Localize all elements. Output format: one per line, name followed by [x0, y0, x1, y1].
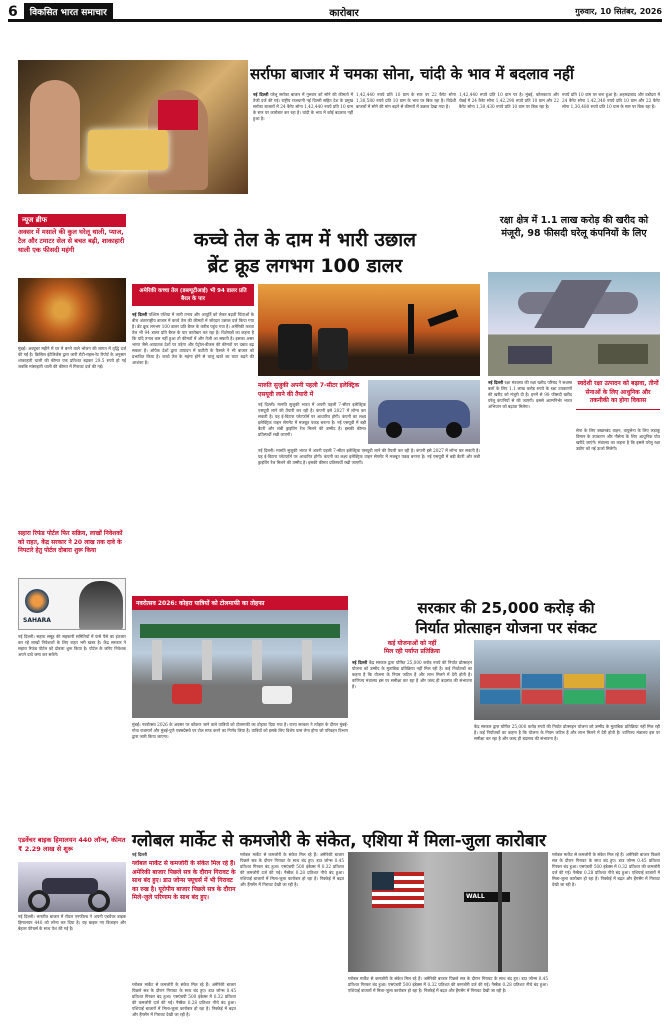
motorcycle-photo — [18, 862, 126, 912]
suv-photo — [368, 380, 480, 444]
sahara-photo — [18, 578, 126, 630]
maruti-caption: मारुति सुजुकी अपनी पहली 7-सीटर इलेक्ट्रिक एसयूवी लाने की तैयारी में — [258, 382, 360, 398]
global-lead: ग्लोबल मार्केट से कमजोरी के संकेत मिल रहे हैं। अमेरिकी बाजार पिछले सत्र के दौरान गिरावट के साथ बंद हुए। डाउ जोन्स फ्यूचर्स में भी गिरावट का रुख है। यूरोपीय बाजार पिछले सत्र के दौरान मिले-जुले परिणाम के साथ बंद हुए। — [132, 860, 236, 901]
toll-label: नवरोत्सव 2026: कोहरा यात्रियों को टोलमाफी का तोहफा — [132, 596, 348, 610]
export-body-right: केंद्र सरकार द्वारा घोषित 25,000 करोड़ रुपये की निर्यात प्रोत्साहन योजना को उम्मीद के मुताबिक प्रतिक्रिया नहीं मिल रही है। कई निर्यातकों का कहना है कि योजना के नियम जटिल हैं और लाभ मिलने में देरी होती है। वाणिज्य मंत्रालय इस पर समीक्षा कर रहा है और जल्द ही बदलाव की संभावना है। — [474, 724, 660, 741]
street-sign-text: WALL — [466, 893, 485, 900]
brief-body-3: नई दिल्ली। भारतीय बाजार में रॉयल एनफील्ड ने अपनी एडवेंचर बाइक हिमालयन 440 को लॉन्च कर दिया है। यह बाइक नए डिजाइन और बेहतर फीचर्स के साथ पेश की गई है। — [18, 914, 126, 931]
defence-byline: नई दिल्ली — [488, 380, 504, 385]
containers-photo — [474, 640, 660, 720]
defence-body-text: रक्षा मंत्रालय की रक्षा खरीद परिषद ने सशस्त्र बलों के लिए 1.1 लाख करोड़ रुपये के रक्षा उपकरणों की खरीद को मंजूरी दी है। इनमें से 98 फीसदी खरीद घरेलू कंपनियों से की जाएगी। इससे आत्मनिर्भर भारत अभियान को बढ़ावा मिलेगा। — [488, 380, 572, 409]
section-name: कारोबार — [329, 7, 359, 19]
brief-body-1: मुंबई। अक्टूबर महीने में घर में बनने वाले भोजन की लागत में वृद्धि दर्ज की गई है। क्रिसिल इंटेलिजेंस द्वारा जारी रोटी-राइस-रेट रिपोर्ट के अनुसार शाकाहारी थाली की कीमत एक प्रतिशत बढ़कर 29.5 रुपये हो गई जबकि मांसाहारी थाली की कीमत में गिरावट दर्ज की गई। — [18, 346, 126, 369]
issue-date: गुरुवार, 10 सितंबर, 2026 — [575, 7, 662, 16]
global-body-1: ग्लोबल मार्केट से कमजोरी के संकेत मिल रहे हैं। अमेरिकी बाजार पिछले सत्र के दौरान गिरावट के साथ बंद हुए। डाउ जोन्स 0.45 प्रतिशत गिरकर बंद हुआ। एसएंडपी 500 इंडेक्स में 0.32 प्रतिशत की कमजोरी दर्ज की गई। नैस्डैक 0.28 प्रतिशत नीचे बंद हुआ। एशियाई बाजारों में मिला-जुला कारोबार हो रहा है। निक्केई में बढ़त और हैंगसेंग में गिरावट देखी जा रही है। — [132, 982, 236, 1017]
export-body-text: केंद्र सरकार द्वारा घोषित 25,000 करोड़ रुपये की निर्यात प्रोत्साहन योजना को उम्मीद के मुताबिक प्रतिक्रिया नहीं मिल रही है। कई निर्यातकों का कहना है कि योजना के नियम जटिल हैं और लाभ मिलने में देरी होती है। वाणिज्य मंत्रालय इस पर समीक्षा कर रहा है और जल्द ही बदलाव की संभावना है। — [352, 660, 472, 689]
brief-headline-2: सहारा रिफंड पोर्टल फिर सक्रिय, लाखों निवेशकों को राहत, केंद्र सरकार ने 20 लाख तक दावे के निपटारे हेतु पोर्टल दोबारा शुरू किया — [18, 530, 123, 554]
maruti-body-wide: नई दिल्ली। मारुति सुजुकी भारत में अपनी पहली 7-सीटर इलेक्ट्रिक एसयूवी लाने की तैयारी कर रही है। कंपनी इसे 2027 में लॉन्च कर सकती है। यह ई-विटारा प्लेटफॉर्म पर आधारित होगी। कंपनी का लक्ष्य इलेक्ट्रिक वाहन सेगमेंट में मजबूत पकड़ बनाना है। नई एसयूवी में बड़ी बैटरी और लंबी ड्राइविंग रेंज मिलने की उम्मीद है। इसकी कीमत प्रतिस्पर्धी रखी जाएगी। — [258, 448, 480, 465]
brief-headline-1: अक्सर में मसाले की कुल घरेलू थाली, प्याज, टैल और टमाटर सेल से बचत बढ़ी, शाकाहारी थाली एक फीसदी महंगी — [18, 228, 125, 254]
export-byline: नई दिल्ली — [352, 660, 368, 665]
defence-body-2: सेना के लिए बख्तरबंद वाहन, वायुसेना के लिए लड़ाकू विमान के उपकरण और नौसेना के लिए आधुनिक पोत खरीदे जाएंगे। मंत्रालय का कहना है कि इससे घरेलू रक्षा उद्योग को नई ऊर्जा मिलेगी। — [576, 428, 660, 451]
export-subhead-2: मिल रही पर्याप्त प्रतिक्रिया — [384, 648, 440, 655]
global-headline: ग्लोबल मार्केट से कमजोरी के संकेत, एशिया में मिला-जुला कारोबार — [131, 831, 546, 851]
page-header — [8, 4, 662, 22]
defence-body — [488, 380, 572, 590]
gold-jewellery-photo — [18, 60, 248, 194]
brief-headline-3: एडवेंचर बाइक हिमालयन 440 लॉन्च, कीमत ₹ 2.29 लाख से शुरू — [18, 836, 126, 853]
gold-column-2: 1,42,440 रुपये प्रति 10 ग्राम के स्तर पर 22 कैरेट सोना 1,30,580 रुपये प्रति 10 ग्राम के भाव पर बिक रहा है। विदेशी बाजारों में सोने की मांग बढ़ने से कीमतों में उछाल देखा गया है। — [356, 92, 456, 109]
defence-headline: रक्षा क्षेत्र में 1.1 लाख करोड़ की खरीद को मंजूरी, 98 फीसदी घरेलू कंपनियों के लिए — [499, 215, 649, 239]
gold-column-3: 1,42,440 रुपये प्रति 10 ग्राम पर है। मुंबई, कोलकाता और चेन्नई में 24 कैरेट सोना 1,42,290 रुपये प्रति 10 ग्राम और 22 कैरेट सोना 1,30,430 रुपये प्रति 10 ग्राम पर बिक रहा है। — [459, 92, 559, 109]
maruti-body: नई दिल्ली। मारुति सुजुकी भारत में अपनी पहली 7-सीटर इलेक्ट्रिक एसयूवी लाने की तैयारी कर रही है। कंपनी इसे 2027 में लॉन्च कर सकती है। यह ई-विटारा प्लेटफॉर्म पर आधारित होगी। कंपनी का लक्ष्य इलेक्ट्रिक वाहन सेगमेंट में मजबूत पकड़ बनाना है। नई एसयूवी में बड़ी बैटरी और लंबी ड्राइविंग रेंज मिलने की उम्मीद है। इसकी कीमत प्रतिस्पर्धी रखी जाएगी। — [258, 402, 366, 437]
crude-body — [132, 312, 254, 594]
global-photo-caption: ग्लोबल मार्केट से कमजोरी के संकेत मिल रहे हैं। अमेरिकी बाजार पिछले सत्र के दौरान गिरावट के साथ बंद हुए। डाउ जोन्स 0.45 प्रतिशत गिरकर बंद हुआ। एसएंडपी 500 इंडेक्स में 0.32 प्रतिशत की कमजोरी दर्ज की गई। नैस्डैक 0.28 प्रतिशत नीचे बंद हुआ। एशियाई बाजारों में मिला-जुला कारोबार हो रहा है। निक्केई में बढ़त और हैंगसेंग में गिरावट देखी जा रही है। — [348, 976, 548, 993]
crude-subhead: अमेरिकी कच्चा तेल (डब्ल्यूटीआई) भी 94 डालर प्रति बैरल के पार — [132, 284, 254, 306]
crude-headline-1: कच्चे तेल के दाम में भारी उछाल — [193, 229, 417, 251]
defence-callout: स्वदेशी रक्षा उत्पादन को बढ़ावा, तीनों सेनाओं के लिए आधुनिक और तकनीकी का होगा विकास — [576, 380, 660, 410]
toll-body: मुंबई। नवरोत्सव 2026 के अवसर पर कोंकण जाने वाले यात्रियों को टोलमाफी का तोहफा दिया गया है। राज्य सरकार ने त्योहार के दौरान मुंबई-गोवा राजमार्ग और मुंबई-पुणे एक्सप्रेसवे पर टोल माफ करने का निर्णय लिया है। यात्रियों को इसके लिए विशेष पास लेना होगा जो परिवहन विभाग द्वारा जारी किया जाएगा। — [132, 722, 348, 739]
gold-byline: नई दिल्ली — [253, 92, 269, 97]
export-subhead-1: कई योजनाओं को नहीं — [387, 640, 437, 647]
brief-label: न्यूज ब्रीफ — [18, 214, 126, 227]
export-subhead — [356, 640, 468, 656]
export-headline-2: निर्यात प्रोत्साहन योजना पर संकट — [415, 619, 597, 637]
global-body-2: ग्लोबल मार्केट से कमजोरी के संकेत मिल रहे हैं। अमेरिकी बाजार पिछले सत्र के दौरान गिरावट के साथ बंद हुए। डाउ जोन्स 0.45 प्रतिशत गिरकर बंद हुआ। एसएंडपी 500 इंडेक्स में 0.32 प्रतिशत की कमजोरी दर्ज की गई। नैस्डैक 0.28 प्रतिशत नीचे बंद हुआ। एशियाई बाजारों में मिला-जुला कारोबार हो रहा है। निक्केई में बढ़त और हैंगसेंग में गिरावट देखी जा रही है। — [240, 852, 344, 887]
brief-body-2: नई दिल्ली। सहारा समूह की सहकारी समितियों में फंसे पैसे का इंतजार कर रहे लाखों निवेशकों के लिए राहत भरी खबर है। केंद्र सरकार ने सहारा रिफंड पोर्टल को दोबारा शुरू किया है। पोर्टल के जरिए निवेशक अपने दावे जमा कर सकेंगे। — [18, 634, 126, 657]
export-body — [352, 660, 472, 814]
gold-column-4: रुपये प्रति 10 ग्राम पर बना हुआ है। अहमदाबाद और वडोदरा में 24 कैरेट सोना 1,42,340 रुपये प्रति 10 ग्राम और 22 कैरेट सोना 1,30,480 रुपये प्रति 10 ग्राम के स्तर पर बिक रहा है। — [562, 92, 660, 109]
export-headline-1: सरकार की 25,000 करोड़ की — [417, 599, 595, 617]
sahara-logo-text: SAHARA — [23, 617, 51, 624]
gold-col1-text: घरेलू सर्राफा बाजार में गुरुवार को सोने की कीमतों में तेजी दर्ज की गई। राष्ट्रीय राजधानी नई दिल्ली सहित देश के प्रमुख सर्राफा बाजारों में 24 कैरेट सोना 1,42,440 रुपये प्रति 10 ग्राम के स्तर पर कारोबार कर रहा है। चांदी के भाव में कोई बदलाव नहीं हुआ है। — [253, 92, 353, 121]
defence-photo — [488, 272, 660, 376]
global-body-3: ग्लोबल मार्केट से कमजोरी के संकेत मिल रहे हैं। अमेरिकी बाजार पिछले सत्र के दौरान गिरावट के साथ बंद हुए। डाउ जोन्स 0.45 प्रतिशत गिरकर बंद हुआ। एसएंडपी 500 इंडेक्स में 0.32 प्रतिशत की कमजोरी दर्ज की गई। नैस्डैक 0.28 प्रतिशत नीचे बंद हुआ। एशियाई बाजारों में मिला-जुला कारोबार हो रहा है। निक्केई में बढ़त और हैंगसेंग में गिरावट देखी जा रही है। — [552, 852, 660, 887]
crude-headline-2: ब्रेंट क्रूड लगभग 100 डालर — [207, 255, 403, 277]
crude-body-text: पश्चिम एशिया में जारी तनाव और आपूर्ति को लेकर बढ़ती चिंताओं के बीच अंतरराष्ट्रीय बाजार में कच्चे तेल की कीमतों में जोरदार उछाल दर्ज किया गया है। ब्रेंट क्रूड लगभग 100 डालर प्रति बैरल के करीब पहुंच गया है। अमेरिकी कच्चा तेल भी 94 डालर प्रति बैरल के पार कारोबार कर रहा है। विशेषज्ञों का कहना है कि यदि तनाव कम नहीं हुआ तो कीमतों में और तेजी आ सकती है। इसका असर भारत जैसे आयातक देशों पर पड़ेगा और पेट्रोल-डीजल की कीमतों पर दबाव बढ़ सकता है। ओपेक देशों द्वारा उत्पादन में कटौती के फैसले ने भी बाजार को प्रभावित किया है। कच्चे तेल के महंगा होने से चालू खाते का घाटा बढ़ने की आशंका है। — [132, 312, 254, 365]
oil-barrels-photo — [258, 284, 480, 376]
page-number: 6 — [8, 3, 18, 20]
gold-headline: सर्राफा बाजार में चमका सोना, चांदी के भाव में बदलाव नहीं — [250, 65, 574, 83]
wall-street-photo — [348, 852, 548, 972]
thali-photo — [18, 278, 126, 342]
global-byline: नई दिल्ली — [132, 852, 147, 857]
toll-plaza-photo — [132, 610, 348, 718]
paper-name: विकसित भारत समाचार — [24, 3, 113, 20]
gold-column-1 — [253, 92, 353, 196]
crude-byline: नई दिल्ली — [132, 312, 148, 317]
